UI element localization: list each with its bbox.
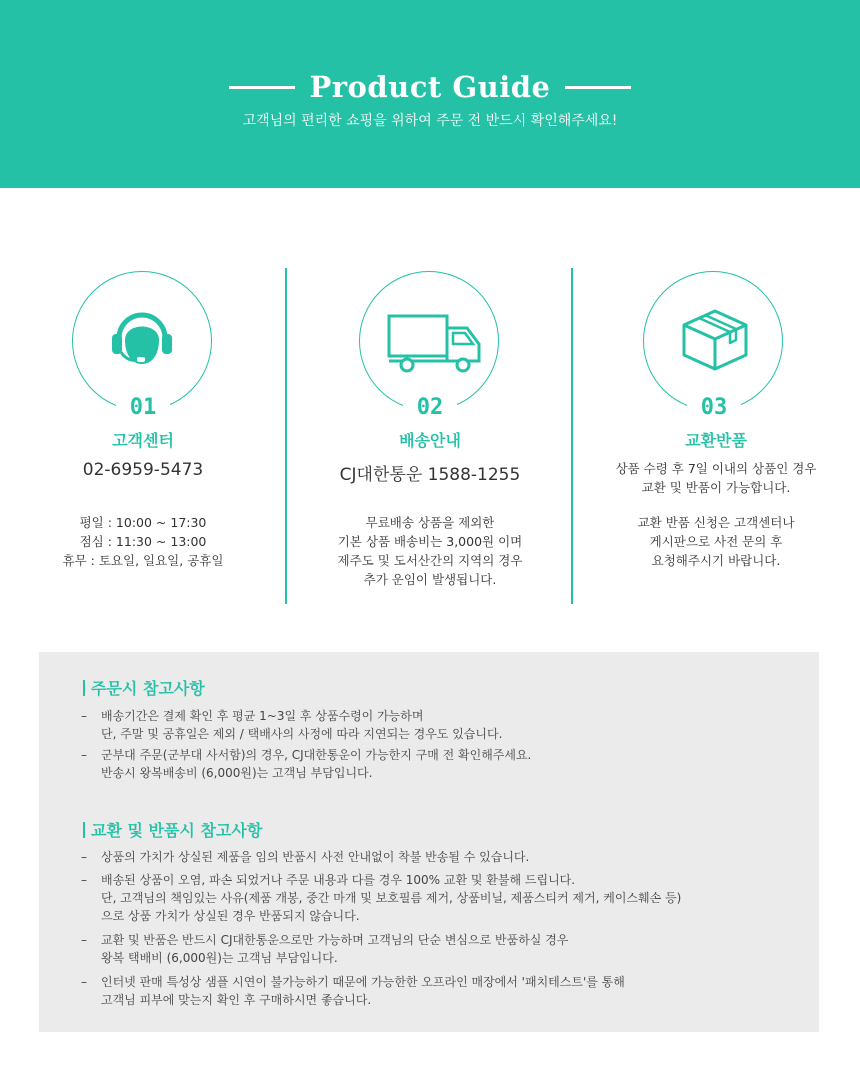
order-note-item (81, 707, 502, 743)
return-note-item (81, 973, 625, 1009)
note-line: 단, 고객님의 책임있는 사유(제품 개봉, 중간 마개 및 보호필름 제거, 상품비닐, 제품스티커 제거, 케이스훼손 등) (101, 891, 682, 905)
title-line-left (229, 86, 295, 89)
hours-weekday: 평일 : 10:00 ~ 17:30 (79, 515, 207, 530)
exchange-return-title: 교환반품 (685, 431, 747, 450)
order-notes-title (83, 676, 205, 699)
page-title: Product Guide (309, 70, 551, 104)
box-icon (680, 305, 750, 371)
dash-bullet: – (81, 975, 87, 989)
note-line: 상품의 가치가 상실된 제품을 임의 반품시 사전 안내없이 착불 반송될 수 있습니다. (101, 850, 530, 864)
exchange-text-line: 교환 반품 신청은 고객센터나 (637, 515, 795, 530)
note-line: 고객님 피부에 맞는지 확인 후 구매하시면 좋습니다. (101, 993, 372, 1007)
section-bar (83, 822, 85, 838)
note-line: 반송시 왕복배송비 (6,000원)는 고객님 부담입니다. (101, 766, 373, 780)
shipping-carrier-phone: CJ대한통운 1588-1255 (339, 465, 521, 485)
header-banner (0, 0, 860, 188)
customer-center-column (0, 268, 286, 604)
exchange-return-column (573, 268, 859, 604)
title-line-right (565, 86, 631, 89)
section-bar (83, 680, 85, 696)
dash-bullet: – (81, 873, 87, 887)
note-line: 단, 주말 및 공휴일은 제외 / 택배사의 사정에 따라 지연되는 경우도 있습니다. (101, 727, 503, 741)
headset-icon (107, 306, 177, 366)
shipping-text-line: 추가 운임이 발생됩니다. (363, 572, 497, 587)
dash-bullet: – (81, 748, 87, 762)
note-line: 배송된 상품이 오염, 파손 되었거나 주문 내용과 다를 경우 100% 교환 및 환불해 드립니다. (101, 873, 576, 887)
shipping-text-line: 무료배송 상품을 제외한 (365, 515, 495, 530)
step-number: 02 (403, 391, 457, 425)
shipping-column (287, 268, 573, 604)
exchange-text-line: 게시판으로 사전 문의 후 (649, 534, 783, 549)
customer-center-title: 고객센터 (112, 431, 174, 450)
return-notes-title (83, 818, 262, 841)
exchange-text-line: 요청해주시기 바랍니다. (651, 553, 781, 568)
exchange-text-line: 상품 수령 후 7일 이내의 상품인 경우 (615, 461, 817, 476)
dash-bullet: – (81, 709, 87, 723)
note-line: 인터넷 판매 특성상 샘플 시연이 불가능하기 때문에 가능한한 오프라인 매장에서 '패치테스트'를 통해 (101, 975, 625, 989)
page-subtitle: 고객님의 편리한 쇼핑을 위하여 주문 전 반드시 확인해주세요! (242, 113, 618, 129)
return-notes-title-text: 교환 및 반품시 참고사항 (91, 821, 263, 840)
note-line: 교환 및 반품은 반드시 CJ대한통운으로만 가능하며 고객님의 단순 변심으로 반품하실 경우 (101, 933, 569, 947)
hours-lunch: 점심 : 11:30 ~ 13:00 (79, 534, 207, 549)
step-number: 03 (687, 391, 741, 425)
order-note-item (81, 746, 531, 782)
note-line: 배송기간은 결제 확인 후 평균 1~3일 후 상품수령이 가능하며 (101, 709, 424, 723)
shipping-title: 배송안내 (399, 431, 461, 450)
exchange-text-line: 교환 및 반품이 가능합니다. (641, 480, 791, 495)
return-note-item (81, 871, 681, 925)
shipping-text-line: 기본 상품 배송비는 3,000원 이며 (337, 534, 523, 549)
order-notes-title-text: 주문시 참고사항 (91, 679, 205, 698)
hours-closed: 휴무 : 토요일, 일요일, 공휴일 (62, 553, 224, 568)
info-columns (0, 268, 860, 604)
note-line: 왕복 택배비 (6,000원)는 고객님 부담입니다. (101, 951, 338, 965)
note-line: 으로 상품 가치가 상실된 경우 반품되지 않습니다. (101, 909, 360, 923)
dash-bullet: – (81, 933, 87, 947)
notes-panel (39, 652, 819, 1032)
note-line: 군부대 주문(군부대 사서함)의 경우, CJ대한통운이 가능한지 구매 전 확인해주세요. (101, 748, 532, 762)
shipping-text-line: 제주도 및 도서산간의 지역의 경우 (337, 553, 523, 568)
return-note-item (81, 931, 568, 967)
dash-bullet: – (81, 850, 87, 864)
customer-center-phone: 02-6959-5473 (82, 460, 204, 480)
truck-icon (387, 313, 483, 375)
return-note-item (81, 848, 529, 866)
header-title-row (0, 70, 860, 104)
step-number: 01 (116, 391, 170, 425)
